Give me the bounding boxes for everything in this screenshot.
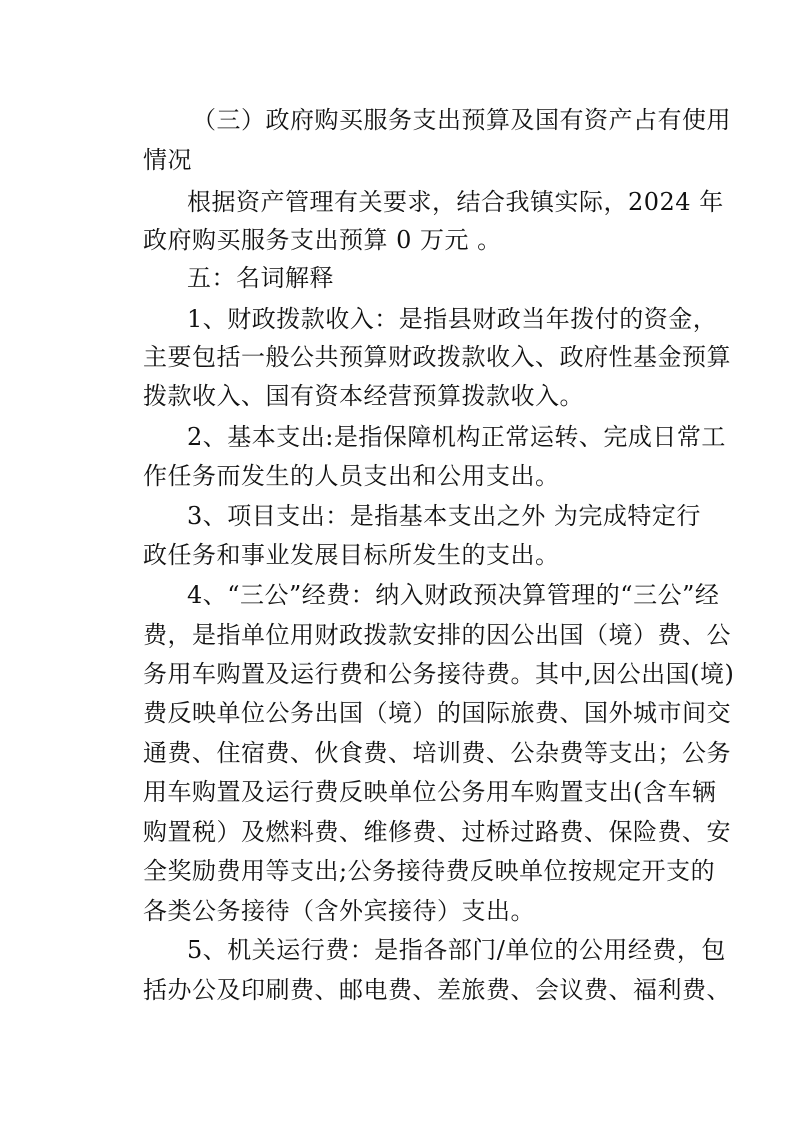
section-heading-procurement: （三）政府购买服务支出预算及国有资产占有使用 bbox=[192, 106, 731, 134]
paragraph-line: 政府购买服务支出预算 0 万元 。 bbox=[143, 226, 502, 254]
paragraph-line: 5、机关运行费：是指各部门/单位的公用经费，包 bbox=[187, 936, 726, 964]
paragraph-line: 通费、住宿费、伙食费、培训费、公杂费等支出；公务 bbox=[143, 739, 731, 767]
paragraph-line: 用车购置及运行费反映单位公务用车购置支出(含车辆 bbox=[143, 778, 717, 806]
paragraph-line: 购置税）及燃料费、维修费、过桥过路费、保险费、安 bbox=[143, 818, 731, 846]
section-heading-glossary: 五：名词解释 bbox=[187, 264, 334, 292]
paragraph-line: 务用车购置及运行费和公务接待费。其中,因公出国(境) bbox=[143, 660, 735, 688]
paragraph-line: 政任务和事业发展目标所发生的支出。 bbox=[143, 541, 560, 569]
paragraph-line: 作任务而发生的人员支出和公用支出。 bbox=[143, 462, 560, 490]
paragraph-line: 费反映单位公务出国（境）的国际旅费、国外城市间交 bbox=[143, 699, 731, 727]
paragraph-line: 2、基本支出:是指保障机构正常运转、完成日常工 bbox=[187, 423, 726, 451]
paragraph-line: 拨款收入、国有资本经营预算拨款收入。 bbox=[143, 382, 584, 410]
paragraph-line: 根据资产管理有关要求，结合我镇实际，2024 年 bbox=[187, 188, 724, 216]
paragraph-line: 3、项目支出：是指基本支出之外 为完成特定行 bbox=[187, 502, 701, 530]
paragraph-line: 全奖励费用等支出;公务接待费反映单位按规定开支的 bbox=[143, 857, 716, 885]
paragraph-line: 费，是指单位用财政拨款安排的因公出国（境）费、公 bbox=[143, 621, 731, 649]
paragraph-line: 各类公务接待（含外宾接待）支出。 bbox=[143, 897, 535, 925]
paragraph-line: 主要包括一般公共预算财政拨款收入、政府性基金预算 bbox=[143, 343, 731, 371]
section-heading-procurement-cont: 情况 bbox=[143, 146, 192, 174]
paragraph-line: 括办公及印刷费、邮电费、差旅费、会议费、福利费、 bbox=[143, 976, 731, 1004]
paragraph-line: 4、“三公”经费：纳入财政预决算管理的“三公”经 bbox=[187, 581, 720, 609]
paragraph-line: 1、财政拨款收入：是指县财政当年拨付的资金， bbox=[187, 305, 718, 333]
